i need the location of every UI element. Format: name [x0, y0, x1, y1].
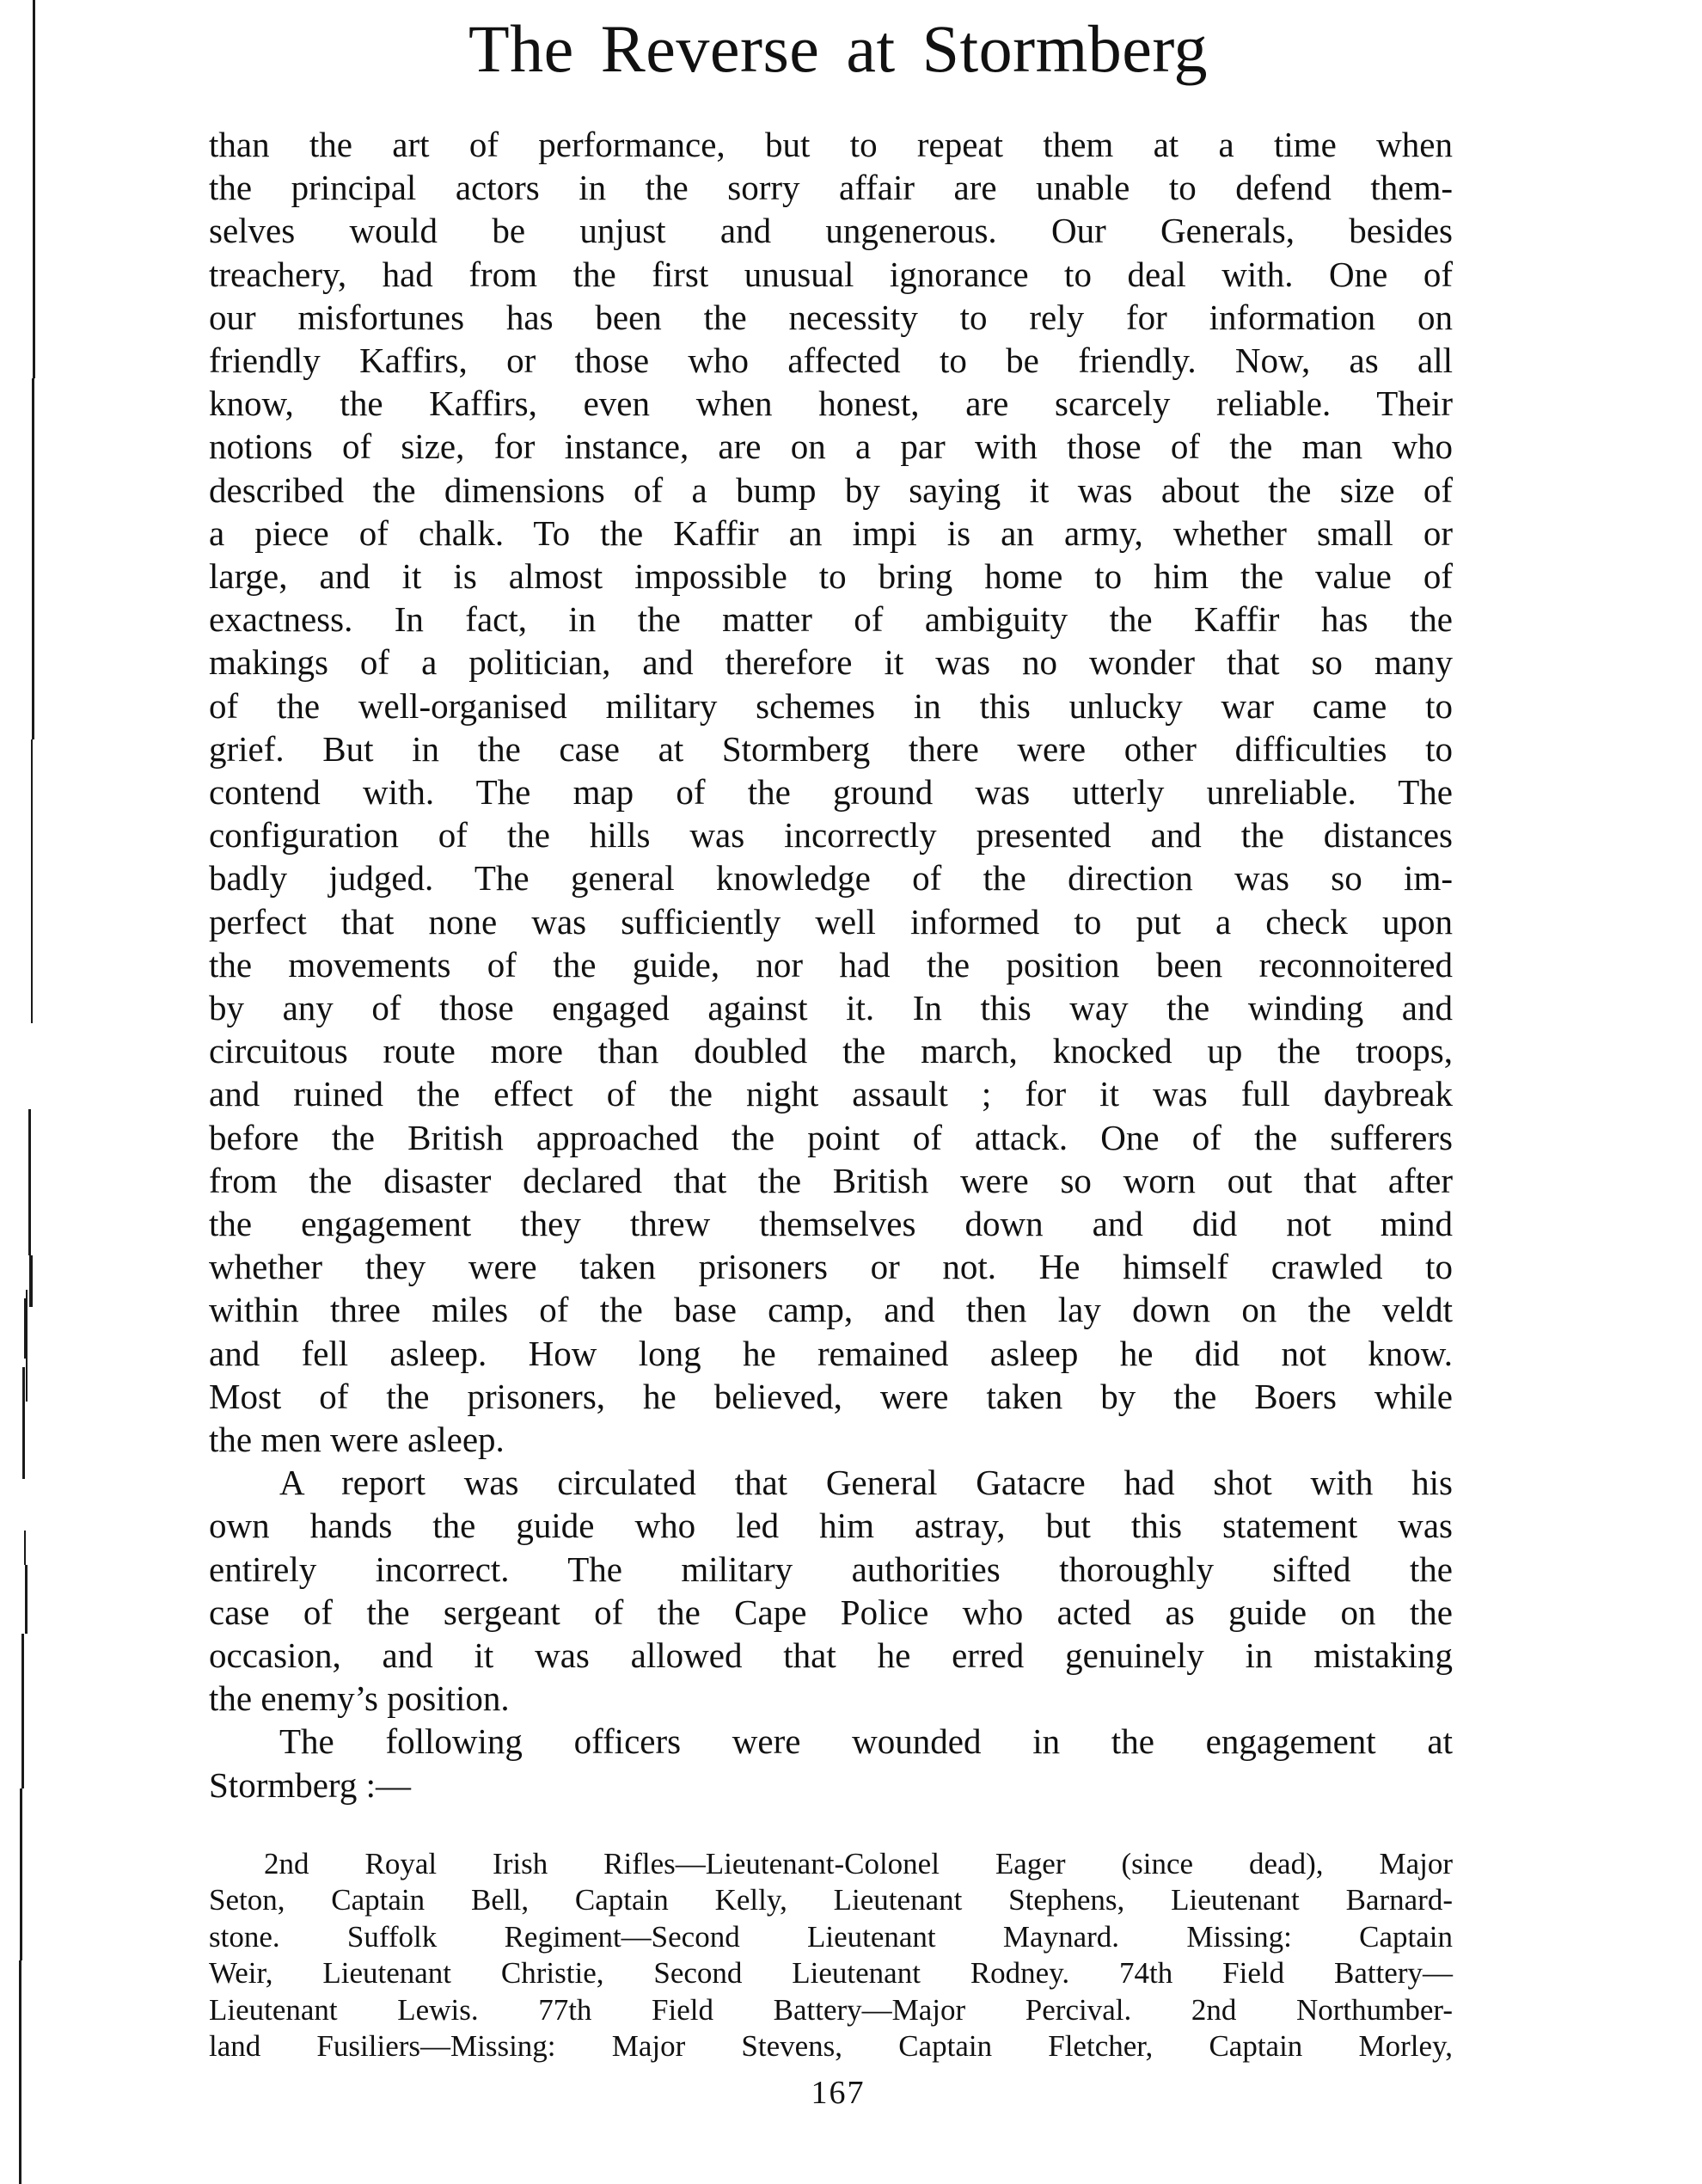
- text-line: within three miles of the base camp, and then lay down on the veldt: [209, 1290, 1453, 1330]
- text-line: case of the sergeant of the Cape Police who acted as guide on the: [209, 1592, 1453, 1632]
- text-line: treachery, had from the first unusual ignorance to deal with. One of: [209, 254, 1453, 294]
- text-line: The following officers were wounded in the engagement at: [279, 1721, 1453, 1762]
- text-line: the principal actors in the sorry affair are unable to defend them-: [209, 168, 1453, 208]
- note-line: Lieutenant Lewis. 77th Field Battery—Major Percival. 2nd Northumber-: [209, 1992, 1453, 2027]
- body-text: [209, 0, 1453, 2184]
- text-line: large, and it is almost impossible to bring home to him the value of: [209, 556, 1453, 596]
- text-line: A report was circulated that General Gatacre had shot with his: [279, 1463, 1453, 1503]
- text-line: contend with. The map of the ground was utterly unreliable. The: [209, 772, 1453, 812]
- text-line: notions of size, for instance, are on a par with those of the man who: [209, 426, 1453, 467]
- note-line: 2nd Royal Irish Rifles—Lieutenant-Colonel Eager (since dead), Major: [264, 1847, 1453, 1880]
- text-line: friendly Kaffirs, or those who affected to be friendly. Now, as all: [209, 340, 1453, 380]
- text-line: occasion, and it was allowed that he erred genuinely in mistaking: [209, 1635, 1453, 1675]
- text-line: grief. But in the case at Stormberg there were other difficulties to: [209, 728, 1453, 769]
- text-line: and fell asleep. How long he remained asleep he did not know.: [209, 1333, 1453, 1373]
- text-line: configuration of the hills was incorrectly presented and the distances: [209, 815, 1453, 856]
- text-line: a piece of chalk. To the Kaffir an impi is an army, whether small or: [209, 512, 1453, 553]
- page-number: 167: [811, 2075, 866, 2111]
- text-line: our misfortunes has been the necessity to rely for information on: [209, 297, 1453, 337]
- text-line: selves would be unjust and ungenerous. Our Generals, besides: [209, 211, 1453, 251]
- text-line: makings of a politician, and therefore it was no wonder that so many: [209, 642, 1453, 683]
- text-line: before the British approached the point of attack. One of the sufferers: [209, 1117, 1453, 1157]
- text-line: described the dimensions of a bump by saying it was about the size of: [209, 469, 1453, 510]
- text-line: of the well-organised military schemes in this unlucky war came to: [209, 685, 1453, 726]
- note-line: Seton, Captain Bell, Captain Kelly, Lieutenant Stephens, Lieutenant Barnard-: [209, 1883, 1453, 1917]
- page-title: The Reverse at Stormberg: [468, 11, 1208, 86]
- text-line: than the art of performance, but to repeat them at a time when: [209, 125, 1453, 164]
- text-line: whether they were taken prisoners or not. He himself crawled to: [209, 1247, 1453, 1287]
- text-line: by any of those engaged against it. In this way the winding and: [209, 988, 1453, 1028]
- text-line: circuitous route more than doubled the march, knocked up the troops,: [209, 1031, 1453, 1071]
- note-line: Weir, Lieutenant Christie, Second Lieutenant Rodney. 74th Field Battery—: [209, 1956, 1453, 1991]
- note-line: stone. Suffolk Regiment—Second Lieutenant Maynard. Missing: Captain: [209, 1919, 1453, 1954]
- text-line: from the disaster declared that the British were so worn out that after: [209, 1160, 1453, 1200]
- text-line: the enemy’s position.: [209, 1678, 510, 1719]
- text-line: the men were asleep.: [209, 1420, 505, 1459]
- scanned-binding-edge: [0, 0, 52, 2184]
- text-line: Stormberg :—: [209, 1764, 411, 1805]
- text-line: badly judged. The general knowledge of the direction was so im-: [209, 858, 1453, 899]
- note-line: land Fusiliers—Missing: Major Stevens, Captain Fletcher, Captain Morley,: [209, 2029, 1453, 2063]
- text-line: exactness. In fact, in the matter of ambiguity the Kaffir has the: [209, 599, 1453, 640]
- text-line: Most of the prisoners, he believed, were taken by the Boers while: [209, 1376, 1453, 1416]
- text-line: own hands the guide who led him astray, but this statement was: [209, 1506, 1453, 1546]
- text-line: the movements of the guide, nor had the position been reconnoitered: [209, 944, 1453, 985]
- text-line: perfect that none was sufficiently well informed to put a check upon: [209, 901, 1453, 942]
- text-line: entirely incorrect. The military authorities thoroughly sifted the: [209, 1549, 1453, 1589]
- text-line: the engagement they threw themselves down and did not mind: [209, 1204, 1453, 1243]
- text-line: know, the Kaffirs, even when honest, are scarcely reliable. Their: [209, 383, 1453, 424]
- text-line: and ruined the effect of the night assault ; for it was full daybreak: [209, 1074, 1453, 1114]
